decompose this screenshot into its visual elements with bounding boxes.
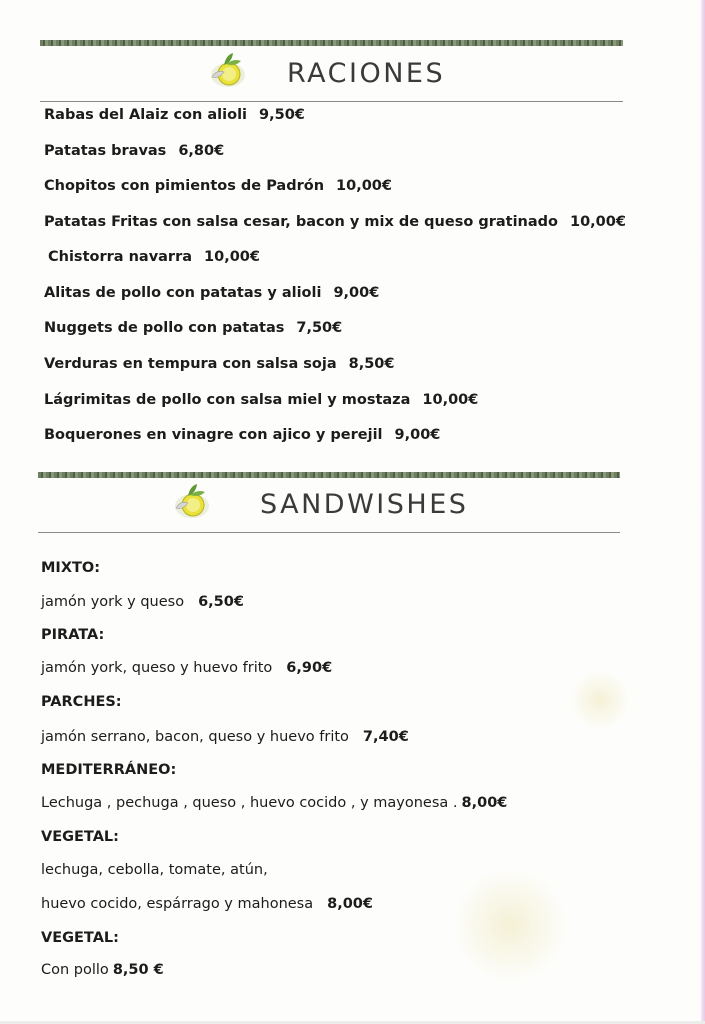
sandwich-description (41, 660, 332, 676)
menu-item (48, 249, 260, 265)
menu-item (44, 178, 392, 194)
sandwiches-underline (38, 532, 620, 533)
menu-item-name: Nuggets de pollo con patatas (44, 320, 285, 336)
menu-item-name: Verduras en tempura con salsa soja (44, 356, 337, 372)
raciones-heading: RACIONES (287, 58, 446, 89)
sandwich-title: MIXTO: (41, 560, 101, 576)
sandwich-title: MEDITERRÁNEO: (41, 762, 177, 778)
sandwich-description (41, 729, 409, 745)
menu-item-price: 10,00€ (204, 249, 260, 265)
sandwich-ingredients: lechuga, cebolla, tomate, atún, (41, 862, 268, 878)
watermark-blot (570, 670, 630, 730)
sandwich-price: 8,00€ (327, 896, 373, 912)
menu-item-name: Patatas bravas (44, 143, 167, 159)
menu-item-price: 9,50€ (259, 107, 305, 123)
sandwich-ingredients: jamón york, queso y huevo frito (41, 660, 273, 676)
menu-item (44, 285, 379, 301)
sandwich-price: 6,50€ (198, 594, 244, 610)
menu-item-price: 10,00€ (570, 214, 626, 230)
page-edge (701, 0, 705, 1024)
sandwiches-heading: SANDWISHES (260, 489, 469, 520)
sandwich-title: VEGETAL: (41, 829, 119, 845)
menu-item-name: Boquerones en vinagre con ajico y perejil (44, 427, 383, 443)
menu-item-price: 9,00€ (333, 285, 380, 301)
top-divider-bar (40, 40, 623, 46)
sandwich-ingredients: jamón serrano, bacon, queso y huevo frito (41, 729, 349, 745)
sandwich-description (41, 862, 268, 878)
sandwich-ingredients: Lechuga , pechuga , queso , huevo cocido , y mayonesa . (41, 795, 458, 811)
sandwich-description (41, 594, 244, 610)
menu-item-price: 7,50€ (296, 320, 343, 336)
sandwich-title: PARCHES: (41, 694, 122, 710)
lemon-icon (202, 47, 252, 91)
sandwich-price: 8,50 € (112, 962, 164, 978)
sandwich-ingredients: jamón york y queso (41, 594, 185, 610)
menu-item-price: 10,00€ (336, 178, 392, 194)
menu-item-name: Chistorra navarra (48, 249, 193, 265)
menu-item-name: Rabas del Alaiz con alioli (44, 107, 248, 123)
menu-item (44, 143, 224, 159)
menu-item (44, 214, 626, 230)
menu-item-name: Alitas de pollo con patatas y alioli (44, 285, 322, 301)
menu-item-name: Chopitos con pimientos de Padrón (44, 178, 325, 194)
menu-item (44, 356, 395, 372)
menu-item (44, 427, 440, 443)
sandwich-description (41, 795, 507, 811)
middle-divider-bar (38, 472, 620, 478)
menu-item (44, 107, 305, 123)
menu-item-name: Patatas Fritas con salsa cesar, bacon y mix de queso gratinado (44, 214, 558, 230)
menu-item (44, 392, 478, 408)
sandwich-price: 6,90€ (286, 660, 333, 676)
sandwich-ingredients: huevo cocido, espárrago y mahonesa (41, 896, 314, 912)
menu-item-price: 10,00€ (422, 392, 479, 408)
menu-item-name: Lágrimitas de pollo con salsa miel y mostaza (44, 392, 411, 408)
sandwich-price: 8,00€ (461, 795, 508, 811)
menu-item (44, 320, 342, 336)
sandwich-title: VEGETAL: (41, 930, 119, 946)
menu-item-price: 8,50€ (348, 356, 395, 372)
sandwich-description (41, 896, 373, 912)
lemon-icon (166, 478, 216, 522)
sandwich-description (41, 962, 164, 978)
watermark-blot (450, 870, 570, 980)
sandwich-ingredients: Con pollo (41, 962, 109, 978)
raciones-underline (40, 101, 623, 102)
menu-item-price: 6,80€ (178, 143, 225, 159)
menu-item-price: 9,00€ (394, 427, 441, 443)
sandwich-title: PIRATA: (41, 627, 105, 643)
sandwich-price: 7,40€ (362, 729, 409, 745)
